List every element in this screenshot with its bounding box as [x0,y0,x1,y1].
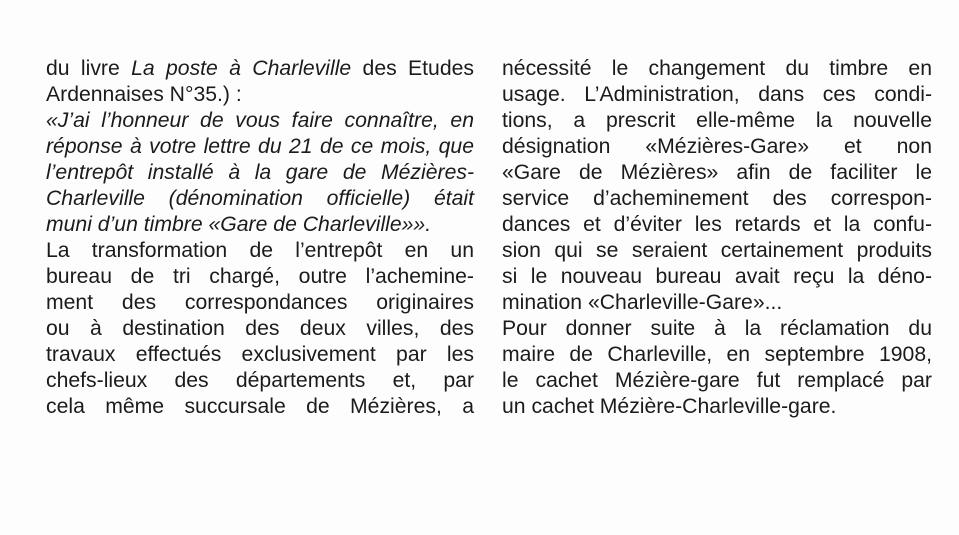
text-line: le cachet Mézière-gare fut remplacé par [502,369,932,392]
book-title: La poste à Charleville [131,57,352,80]
text-line: Ardennaises N°35.) : [46,83,242,106]
quote-line: muni d’un timbre «Gare de Charleville»». [46,213,432,236]
text-line: bureau de tri chargé, outre l’achemine- [46,265,474,288]
text-line: dances et d’éviter les retards et la confu- [502,213,932,236]
quote-line: l’entrepôt installé à la gare de Mézières- [46,161,474,184]
text-line: si le nouveau bureau avait reçu la déno- [502,265,932,288]
text-line: nécessité le changement du timbre en [502,57,932,80]
text-line: travaux effectués exclusivement par les [46,343,474,366]
left-column [46,56,474,420]
right-column [502,56,932,420]
quote-line: Charleville (dénomination officielle) était [46,187,474,210]
text-line: un cachet Mézière-Charleville-gare. [502,395,837,418]
text-line: usage. L’Administration, dans ces condi- [502,83,932,106]
text-line: service d’acheminement des correspon- [502,187,932,210]
text-line: ou à destination des deux villes, des [46,317,474,340]
text-line: sion qui se seraient certainement produits [502,239,932,262]
quote-line: «J’ai l’honneur de vous faire connaître, en [46,109,474,132]
text-line: cela même succursale de Mézières, a [46,395,474,418]
text-run: des Etudes [351,57,474,80]
text-line: désignation «Mézières-Gare» et non [502,135,932,158]
quote-line: réponse à votre lettre du 21 de ce mois, que [46,135,474,158]
text-line: La transformation de l’entrepôt en un [46,239,474,262]
text-line: mination «Charleville-Gare»... [502,291,783,314]
text-line: Pour donner suite à la réclamation du [502,317,932,340]
text-line: maire de Charleville, en septembre 1908, [502,343,932,366]
text-line: chefs-lieux des départements et, par [46,369,474,392]
text-line [46,56,474,82]
text-line: ment des correspondances originaires [46,291,474,314]
text-run: du livre [46,57,132,80]
text-line: «Gare de Mézières» afin de faciliter le [502,161,932,184]
text-line: tions, a prescrit elle-même la nouvelle [502,109,932,132]
